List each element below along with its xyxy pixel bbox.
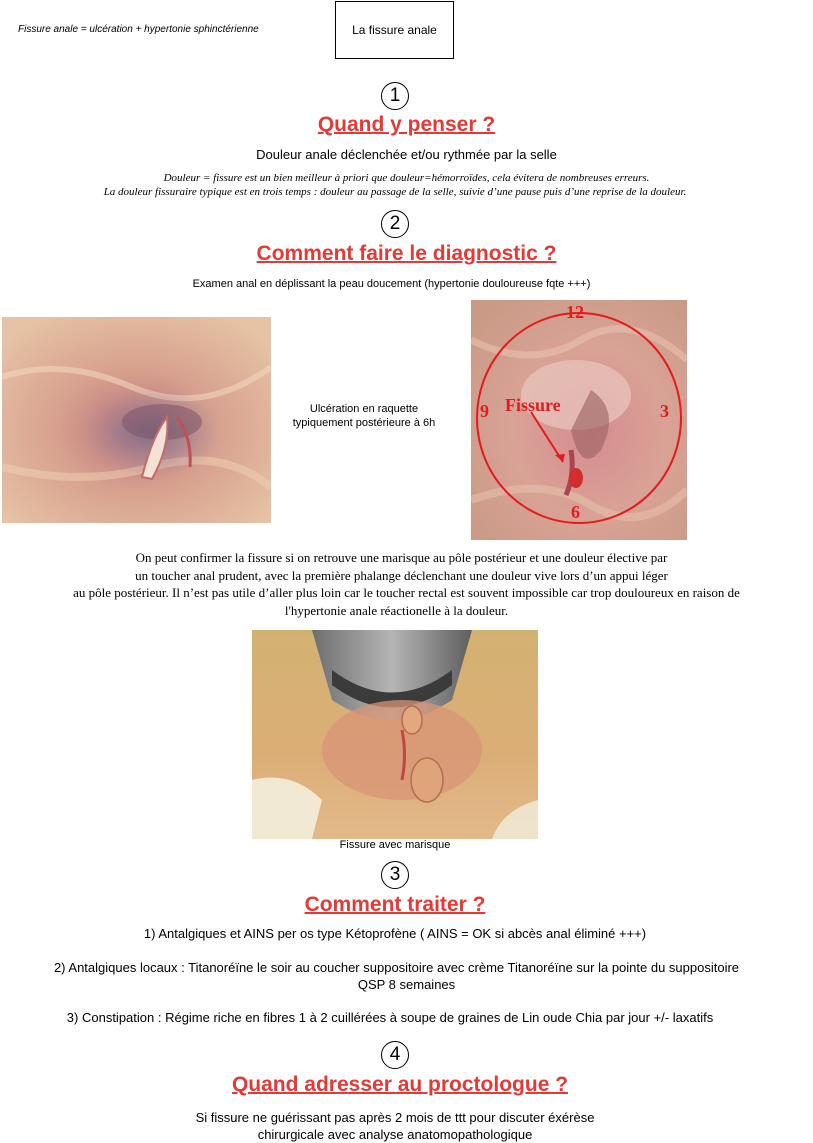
- clock-label-6: 6: [571, 502, 580, 522]
- treatment-item-1: 1) Antalgiques et AINS per os type Kétoprofène ( AINS = OK si abcès anal éliminé +++): [143, 926, 647, 941]
- referral-text-line2: chirurgicale avec analyse anatomopathologique: [257, 1127, 533, 1142]
- treatment-item-2: [0, 959, 813, 993]
- section2-heading: Comment faire le diagnostic ?: [256, 242, 557, 265]
- step-number-4: 4: [381, 1041, 409, 1069]
- fissure-photo-marisque: [252, 630, 538, 839]
- treatment-item-2-line1: 2) Antalgiques locaux : Titanoréïne le soir au coucher suppositoire avec crème Titanoréïne sur la pointe du suppositoire: [53, 960, 740, 975]
- step-number-1: 1: [381, 82, 409, 110]
- section1-note-line1: Douleur = fissure est un bien meilleur à priori que douleur=hémorroïdes, cela évitera de nombreuses erreurs.: [163, 172, 650, 184]
- diagnosis-paragraph-line4: l'hypertonie anale réactionelle à la douleur.: [284, 602, 509, 618]
- page-title-box: [335, 1, 454, 59]
- diagnosis-paragraph-line3: au pôle postérieur. Il n’est pas utile d’aller plus loin car le toucher rectal est souvent impossible car trop douloureux en raison de: [73, 585, 740, 600]
- section1-heading: Quand y penser ?: [317, 113, 496, 136]
- diagnosis-paragraph-line1: On peut confirmer la fissure si on retrouve une marisque au pôle postérieur et une douleur élective par: [135, 550, 668, 565]
- referral-text-line1: Si fissure ne guérissant pas après 2 mois de ttt pour discuter éxérèse: [195, 1110, 595, 1125]
- clock-label-3: 3: [660, 401, 669, 421]
- diagnosis-paragraph-line2: un toucher anal prudent, avec la première phalange déclenchant une douleur vive lors d’un appui léger: [135, 567, 668, 583]
- step-number-2: 2: [381, 210, 409, 238]
- section1-note-line2: La douleur fissuraire typique est en trois temps : douleur au passage de la selle, suivie d’une pause puis d’une reprise de la douleur.: [103, 186, 687, 198]
- section4-heading: Quand adresser au proctologue ?: [231, 1073, 569, 1096]
- section3-heading: Comment traiter ?: [304, 893, 486, 916]
- diagnosis-paragraph: [0, 549, 813, 619]
- photo-caption-line2: typiquement postérieure à 6h: [292, 417, 436, 429]
- section1-lead: Douleur anale déclenchée et/ou rythmée par la selle: [256, 147, 557, 162]
- clock-label-9: 9: [480, 401, 489, 421]
- header-formula: Fissure anale = ulcération + hypertonie sphinctérienne: [18, 24, 259, 35]
- photo-caption: [272, 402, 456, 430]
- fissure-photo-1: [2, 317, 271, 523]
- photo3-caption: Fissure avec marisque: [339, 839, 451, 851]
- section2-exam: Examen anal en déplissant la peau doucement (hypertonie douloureuse fqte +++): [192, 278, 591, 290]
- clock-label-12: 12: [566, 302, 584, 322]
- treatment-item-3: 3) Constipation : Régime riche en fibres 1 à 2 cuillérées à soupe de graines de Lin oude Chia par jour +/- laxatifs: [66, 1010, 714, 1025]
- fissure-photo-annotated: [471, 300, 687, 540]
- referral-text: [0, 1109, 790, 1143]
- photo-caption-line1: Ulcération en raquette: [309, 403, 419, 415]
- page-title: La fissure anale: [352, 23, 437, 37]
- treatment-item-2-line2: QSP 8 semaines: [357, 977, 456, 992]
- fissure-annotation: Fissure: [505, 395, 561, 415]
- step-number-3: 3: [381, 861, 409, 889]
